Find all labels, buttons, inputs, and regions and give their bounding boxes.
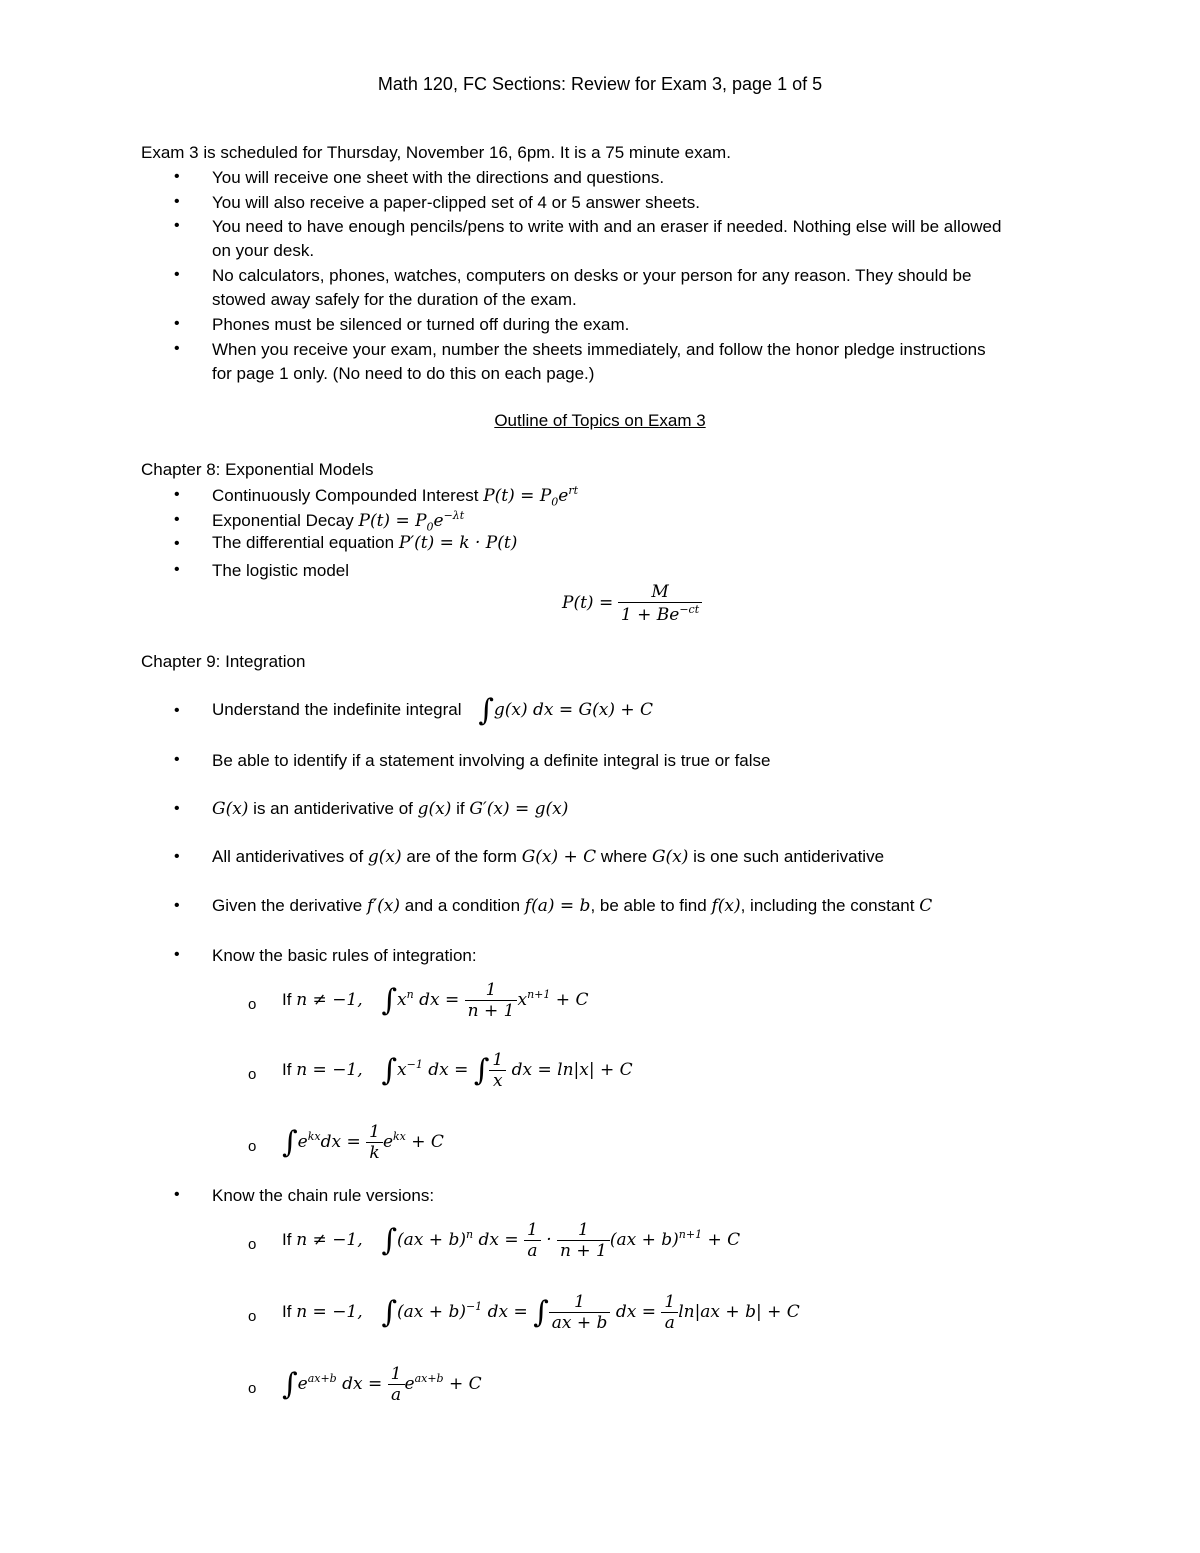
math-gx: g(x) — [367, 847, 402, 867]
interest-formula: $P(t) = P_0e^{rt}$ — [483, 484, 579, 509]
exam-bullet-4-cont: stowed away safely for the duration of the exam. — [212, 290, 577, 309]
math-C: C — [919, 896, 933, 916]
ch8-item-interest-label: Continuously Compounded Interest — [212, 486, 479, 505]
exam-bullet-2: You will also receive a paper-clipped set of 4 or 5 answer sheets. — [212, 193, 700, 212]
math-fprime: f′(x) — [366, 896, 400, 916]
bullet-icon: • — [174, 897, 180, 914]
math-gx: g(x) — [417, 799, 452, 819]
ch9-item-indefinite — [212, 693, 653, 728]
bullet-icon: • — [174, 946, 180, 963]
math-Gx-plus-C: G(x) + C — [521, 847, 597, 867]
exam-bullet-6: When you receive your exam, number the sheets immediately, and follow the honor pledge instructions — [212, 340, 986, 359]
power-rule-condition: n ≠ −1, — [296, 990, 363, 1010]
bullet-icon: • — [174, 561, 180, 578]
antideriv-text: is an antiderivative of — [253, 799, 413, 818]
given-text-a: Given the derivative — [212, 896, 363, 915]
bullet-icon: • — [174, 800, 180, 817]
math-Gprime-eq: G′(x) = g(x) — [469, 799, 569, 819]
chain-exp-formula: $\int e^{ax+b}$ dx = $\frac{1}{a}$ $e^{ax+b} + C$ — [282, 1364, 482, 1405]
exp-rule — [282, 1122, 444, 1163]
outline-heading: Outline of Topics on Exam 3 — [494, 411, 706, 430]
logistic-denominator: $1 + Be^{-ct}$ — [618, 602, 702, 625]
bullet-icon: • — [174, 340, 180, 357]
logistic-numerator: M — [651, 582, 669, 602]
ch9-item-all-antiderivatives — [212, 847, 884, 867]
bullet-icon: • — [174, 217, 180, 234]
ch8-item-logistic: The logistic model — [212, 561, 350, 580]
all-antideriv-text-d: is one such antiderivative — [693, 847, 885, 866]
math-Gx: G(x) — [212, 799, 249, 819]
if-text: If — [282, 1060, 292, 1079]
ch8-item-interest — [212, 484, 578, 508]
all-antideriv-text-b: are of the form — [406, 847, 517, 866]
ch8-item-diffeq — [212, 533, 517, 553]
bullet-icon: • — [174, 702, 180, 719]
power-rule-formula: $\int x^n$ dx = $\frac{1}{n + 1}$ $x^{n+1} + C$ — [381, 980, 589, 1021]
chain-log-rule — [282, 1292, 800, 1333]
exam-bullet-5: Phones must be silenced or turned off during the exam. — [212, 315, 630, 334]
logistic-fraction — [618, 582, 702, 625]
bullet-icon: • — [174, 486, 180, 503]
bullet-icon: • — [174, 315, 180, 332]
chain-log-formula: ∫(ax + b)$^{-1}$ dx = ∫ $\frac{1}{ax + b}$ dx = $\frac{1}{a}$ ln|ax + b| + C — [381, 1292, 800, 1333]
chapter-9-heading: Chapter 9: Integration — [141, 652, 306, 671]
indefinite-integral-formula: ∫g(x) dx = G(x) + C — [478, 693, 654, 728]
exam-bullet-1: You will receive one sheet with the directions and questions. — [212, 168, 665, 187]
bullet-icon: • — [174, 535, 180, 552]
log-rule-formula: $\int x^{-1}$ dx = ∫ $\frac{1}{x}$ dx = ln|x| + C — [381, 1050, 633, 1091]
log-rule-condition: n = −1, — [296, 1060, 363, 1080]
log-rule — [282, 1050, 633, 1091]
given-text-b: and a condition — [404, 896, 521, 915]
ch9-item-antiderivative — [212, 799, 568, 819]
all-antideriv-text-c: where — [600, 847, 648, 866]
circle-bullet-icon: o — [248, 1308, 257, 1325]
ch8-item-decay — [212, 509, 464, 533]
circle-bullet-icon: o — [248, 1380, 257, 1397]
bullet-icon: • — [174, 848, 180, 865]
exp-rule-formula: $\int e^{kx}dx$ = $\frac{1}{k}$ $e^{kx} + C$ — [282, 1122, 444, 1163]
if-text: If — [282, 1302, 292, 1321]
ch8-item-decay-label: Exponential Decay — [212, 511, 354, 530]
if-text: If — [282, 990, 292, 1009]
power-rule — [282, 980, 588, 1021]
ch9-item-basic-rules: Know the basic rules of integration: — [212, 946, 477, 965]
math-fx: f(x) — [711, 896, 741, 916]
ch9-item-definite: Be able to identify if a statement involving a definite integral is true or false — [212, 751, 771, 770]
math-Gx: G(x) — [651, 847, 689, 867]
chain-power-condition: n ≠ −1, — [296, 1230, 363, 1250]
all-antideriv-text-a: All antiderivatives of — [212, 847, 364, 866]
chain-exp-rule — [282, 1364, 482, 1405]
exam-schedule-text: Exam 3 is scheduled for Thursday, November 16, 6pm. It is a 75 minute exam. — [141, 143, 731, 162]
ch8-item-diffeq-label: The differential equation — [212, 533, 395, 552]
bullet-icon: • — [174, 1186, 180, 1203]
antideriv-if-text: if — [456, 799, 465, 818]
exam-bullet-3: You need to have enough pencils/pens to write with and an eraser if needed. Nothing else will be allowed — [212, 217, 1002, 236]
math-condition: f(a) = b — [524, 896, 591, 916]
logistic-formula — [562, 582, 702, 625]
diffeq-formula: P′(t) = k · P(t) — [398, 533, 518, 553]
chapter-8-heading: Chapter 8: Exponential Models — [141, 460, 374, 479]
bullet-icon: • — [174, 751, 180, 768]
bullet-icon: • — [174, 266, 180, 283]
ch9-item-indefinite-label: Understand the indefinite integral — [212, 700, 462, 719]
chain-log-condition: n = −1, — [296, 1302, 363, 1322]
circle-bullet-icon: o — [248, 996, 257, 1013]
bullet-icon: • — [174, 511, 180, 528]
exam-bullet-6-cont: for page 1 only. (No need to do this on each page.) — [212, 364, 595, 383]
ch9-item-chain-rule: Know the chain rule versions: — [212, 1186, 435, 1205]
chain-power-formula: ∫(ax + b)$^n$ dx = $\frac{1}{a}$ · $\frac{1}{n + 1}$ (ax + b)$^{n+1}$ + C — [381, 1220, 741, 1261]
circle-bullet-icon: o — [248, 1066, 257, 1083]
chain-power-rule — [282, 1220, 740, 1261]
if-text: If — [282, 1230, 292, 1249]
bullet-icon: • — [174, 168, 180, 185]
exam-bullet-4: No calculators, phones, watches, computers on desks or your person for any reason. They should be — [212, 266, 972, 285]
given-text-c: , be able to find — [590, 896, 707, 915]
given-text-d: , including the constant — [740, 896, 915, 915]
ch9-item-given-derivative — [212, 896, 932, 916]
bullet-icon: • — [174, 193, 180, 210]
exam-bullet-3-cont: on your desk. — [212, 241, 315, 260]
circle-bullet-icon: o — [248, 1138, 257, 1155]
logistic-lhs: P(t) = — [562, 592, 614, 613]
circle-bullet-icon: o — [248, 1236, 257, 1253]
page-title: Math 120, FC Sections: Review for Exam 3, page 1 of 5 — [377, 74, 823, 94]
decay-formula: $P(t) = P_0e^{-\lambda t}$ — [358, 509, 465, 534]
